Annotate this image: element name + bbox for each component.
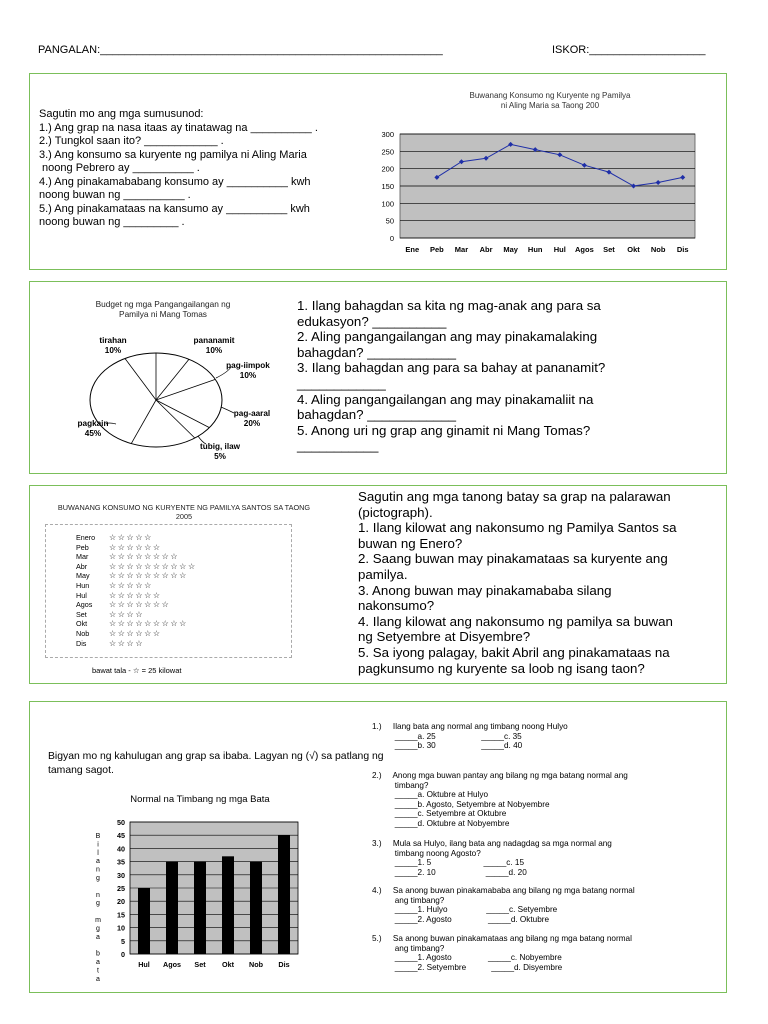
pictograph-month-label: Dis	[76, 638, 87, 648]
section4-question: 3.) Mula sa Hulyo, ilang bata ang nadagdag sa mga normal ang timbang noong Agosto? _____1. 5 _____c. 15 _____2. 10 _____d. 20	[372, 839, 612, 877]
line-chart-x-tick: Hul	[553, 245, 566, 254]
bar-chart-bar	[166, 862, 178, 954]
pie-slice-label: tirahan	[99, 336, 127, 345]
line-chart-x-tick: May	[503, 245, 518, 254]
pictograph-row	[76, 639, 144, 648]
line-chart-y-tick: 100	[381, 199, 394, 209]
bar-chart-ylabel-letter: a	[96, 858, 100, 866]
pictograph-stars: ☆☆☆☆☆	[109, 533, 153, 542]
pictograph-stars: ☆☆☆☆☆☆☆☆☆☆	[109, 561, 197, 571]
line-chart-x-tick: Peb	[429, 245, 444, 254]
worksheet-header	[38, 44, 738, 62]
bar-chart-bar	[138, 888, 150, 954]
bar-chart-x-tick: Hul	[138, 960, 150, 969]
bar-chart-bar	[278, 835, 290, 954]
pictograph-month-label: Agos	[76, 600, 93, 610]
bar-chart-x-tick: Dis	[278, 960, 290, 969]
section2-questions: 1. Ilang bahagdan sa kita ng mag-anak ang para sa edukasyon? __________ 2. Aling pangangailangan ang may pinakamalaking bahagdan? ____________ 3. Ilang bahagdan ang para sa bahay at pananamit? ____________ 4. Aling pangangailangan ang may pinakamaliit na bahagdan? ____________ 5. Anong uri ng grap ang ginamit ni Mang Tomas? ___________	[297, 298, 606, 454]
line-chart-x-tick: Agos	[575, 245, 594, 254]
section-line-graph	[29, 73, 727, 270]
line-chart-x-tick: Mar	[454, 245, 469, 254]
section4-instructions: Bigyan mo ng kahulugan ang grap sa ibaba. Lagyan ng (√) sa patlang ng tamang sagot.	[48, 751, 384, 776]
pie-slice-percent: 10%	[104, 346, 122, 355]
line-chart-y-tick: 250	[381, 147, 394, 157]
bar-chart-ylabel-letter: g	[96, 875, 100, 882]
pictograph-row	[76, 562, 197, 571]
pie-slice-label: pananamit	[193, 336, 235, 345]
bar-chart-y-tick: 10	[117, 923, 125, 933]
section1-questions: Sagutin mo ang mga sumusunod: 1.) Ang grap na nasa itaas ay tinatawag na __________ . 2.) Tungkol saan ito? ____________ . 3.) Ang konsumo sa kuryente ng pamilya ni Aling Maria noong Pebrero ay __________ . 4.) Ang pinakamababang konsumo ay __________ kwh noong buwan ng __________ . 5.) Ang pinakamataas na kansumo ay __________ kwh noong buwan ng _________ .	[39, 108, 318, 228]
pie-slice-percent: 10%	[205, 346, 223, 355]
line-chart-x-tick: Abr	[479, 245, 493, 254]
pictograph-row	[76, 629, 162, 638]
section3-questions: Sagutin ang mga tanong batay sa grap na palarawan (pictograph). 1. Ilang kilowat ang nakonsumo ng Pamilya Santos sa buwan ng Enero? 2. Saang buwan may pinakamataas sa kuryente ang pamilya. 3. Anong buwan may pinakamababa silang nakonsumo? 4. Ilang kilowat ang nakonsumo ng pamilya sa buwan ng Setyembre at Disyembre? 5. Sa iyong palagay, bakit Abril ang pinakamataas na pagkunsumo ng kuryente sa loob ng isang taon?	[358, 489, 677, 676]
bar-chart-ylabel-letter: m	[95, 917, 101, 924]
bar-chart-ylabel-letter: l	[97, 849, 99, 857]
pictograph-stars: ☆☆☆☆☆☆	[109, 542, 162, 552]
pictograph-month-label: Hun	[76, 581, 90, 590]
line-chart-title: Buwanang Konsumo ng Kuryente ng Pamilya	[469, 91, 631, 100]
pie-slice-percent: 5%	[214, 452, 226, 461]
bar-chart-y-tick: 45	[117, 831, 125, 841]
pie-chart	[38, 284, 288, 474]
pie-chart-title: Pamilya ni Mang Tomas	[119, 309, 207, 319]
pie-slice-percent: 45%	[84, 429, 102, 438]
bar-chart-x-tick: Nob	[249, 960, 263, 969]
pictograph-month-label: Mar	[76, 552, 89, 562]
pie-slice-percent: 10%	[239, 371, 257, 380]
pictograph-month-label: Set	[76, 609, 87, 619]
line-chart-title: ni Aling Maria sa Taong 200	[500, 101, 600, 110]
bar-chart-y-tick: 20	[117, 897, 125, 907]
pictograph-row	[76, 581, 153, 590]
pictograph-stars: ☆☆☆☆	[109, 638, 145, 648]
line-chart-y-tick: 0	[389, 234, 394, 243]
bar-chart-y-tick: 25	[117, 884, 125, 893]
pie-slice-label: pag-iimpok	[226, 361, 270, 370]
bar-chart-bar	[250, 862, 262, 954]
section4-question: 5.) Sa anong buwan pinakamataas ang bilang ng mga batang normal ang timbang? _____1. Agosto _____c. Nobyembre _____2. Setyembre _____d. Disyembre	[372, 934, 632, 972]
name-field-label[interactable]: PANGALAN:________________________________________________________	[38, 44, 443, 56]
bar-chart-x-tick: Okt	[222, 960, 234, 969]
bar-chart-ylabel-letter: g	[96, 925, 100, 933]
line-chart-x-tick: Dis	[676, 245, 689, 254]
pictograph-stars: ☆☆☆☆	[109, 609, 145, 619]
section4-question: 4.) Sa anong buwan pinakamababa ang bilang ng mga batang normal ang timbang? _____1. Hulyo _____c. Setyembre _____2. Agosto _____d. Oktubre	[372, 886, 635, 924]
section-pictograph	[29, 485, 727, 684]
line-chart-y-tick: 150	[381, 182, 394, 191]
bar-chart-bar	[222, 856, 234, 954]
pictograph-row	[76, 533, 153, 542]
bar-chart-ylabel-letter: b	[96, 950, 100, 958]
pictograph-stars: ☆☆☆☆☆☆☆☆	[109, 552, 180, 562]
line-chart-x-tick: Set	[603, 245, 615, 254]
bar-chart-y-tick: 15	[117, 910, 125, 920]
bar-chart-ylabel-letter: a	[96, 933, 100, 941]
pie-slice-label: pag-aaral	[233, 409, 271, 418]
line-chart-x-tick: Nob	[650, 245, 666, 254]
pie-chart-title: Budget ng mga Pangangailangan ng	[95, 299, 231, 309]
pictograph-stars: ☆☆☆☆☆	[109, 581, 153, 590]
bar-chart	[50, 788, 310, 983]
section-pie-graph	[29, 281, 727, 474]
bar-chart-y-tick: 50	[117, 818, 125, 827]
bar-chart-title: Normal na Timbang ng mga Bata	[130, 794, 270, 805]
bar-chart-ylabel-letter: n	[96, 891, 100, 899]
pictograph-row	[76, 600, 170, 609]
bar-chart-x-tick: Agos	[163, 960, 181, 969]
bar-chart-y-tick: 35	[117, 857, 125, 867]
line-chart-x-tick: Okt	[627, 245, 640, 254]
pictograph-month-label: Hul	[76, 590, 87, 600]
pictograph-row	[76, 571, 188, 580]
line-chart-y-tick: 300	[381, 130, 394, 139]
pictograph-month-label: Enero	[76, 533, 96, 542]
bar-chart-ylabel-letter: a	[96, 959, 100, 966]
bar-chart-y-tick: 40	[117, 844, 125, 854]
line-chart-y-tick: 200	[381, 164, 394, 174]
bar-chart-x-tick: Set	[194, 960, 206, 969]
bar-chart-ylabel-letter: a	[96, 975, 100, 983]
bar-chart-ylabel-letter: g	[96, 900, 100, 908]
bar-chart-y-tick: 5	[121, 936, 125, 946]
pie-leader-line	[221, 407, 234, 413]
pictograph-row	[76, 591, 162, 600]
pictograph-title: BUWANANG KONSUMO NG KURYENTE NG PAMILYA SANTOS SA TAONG 2005	[57, 503, 311, 521]
section4-question: 1.) Ilang bata ang normal ang timbang noong Hulyo _____a. 25 _____c. 35 _____b. 30 _____d. 40	[372, 722, 568, 751]
bar-chart-ylabel-letter: B	[95, 833, 101, 840]
pictograph-frame	[45, 524, 292, 658]
pictograph-stars: ☆☆☆☆☆☆☆☆☆	[109, 619, 188, 629]
bar-chart-y-tick: 30	[117, 870, 125, 880]
pictograph-stars: ☆☆☆☆☆☆☆	[109, 600, 171, 610]
pictograph-month-label: Abr	[76, 561, 88, 571]
pictograph-legend: bawat tala - ☆ = 25 kilowat	[92, 666, 182, 675]
pictograph-stars: ☆☆☆☆☆☆	[109, 590, 162, 600]
bar-chart-ylabel-letter: t	[97, 967, 99, 975]
pie-slice-label: pagkain	[77, 419, 109, 428]
pictograph-row	[76, 552, 179, 561]
pictograph-stars: ☆☆☆☆☆☆☆☆☆	[109, 571, 188, 581]
line-chart-x-tick: Hun	[527, 245, 543, 254]
pie-slice-label: tubig, ilaw	[199, 442, 241, 451]
pictograph-month-label: Peb	[76, 542, 89, 552]
section4-question: 2.) Anong mga buwan pantay ang bilang ng mga batang normal ang timbang? _____a. Oktubre at Hulyo _____b. Agosto, Setyembre at Nobyembre _____c. Setyembre at Oktubre _____d. Oktubre at Nobyembre	[372, 771, 628, 828]
bar-chart-ylabel-letter: i	[97, 841, 99, 849]
bar-chart-bar	[194, 862, 206, 954]
line-chart-x-tick: Ene	[405, 245, 420, 254]
pictograph-month-label: May	[76, 571, 90, 581]
pictograph-row	[76, 610, 144, 619]
line-chart	[350, 78, 710, 268]
pictograph-month-label: Okt	[76, 619, 88, 629]
pictograph-month-label: Nob	[76, 629, 90, 638]
line-chart-y-tick: 50	[385, 216, 394, 226]
score-field-label[interactable]: ISKOR:___________________	[552, 44, 706, 56]
pictograph-row	[76, 619, 188, 628]
pictograph-stars: ☆☆☆☆☆☆	[109, 629, 162, 638]
pictograph-row	[76, 543, 162, 552]
section-bar-graph	[29, 701, 727, 993]
bar-chart-y-tick: 0	[121, 950, 125, 959]
pie-slice-percent: 20%	[243, 419, 261, 428]
bar-chart-ylabel-letter: n	[96, 866, 100, 874]
